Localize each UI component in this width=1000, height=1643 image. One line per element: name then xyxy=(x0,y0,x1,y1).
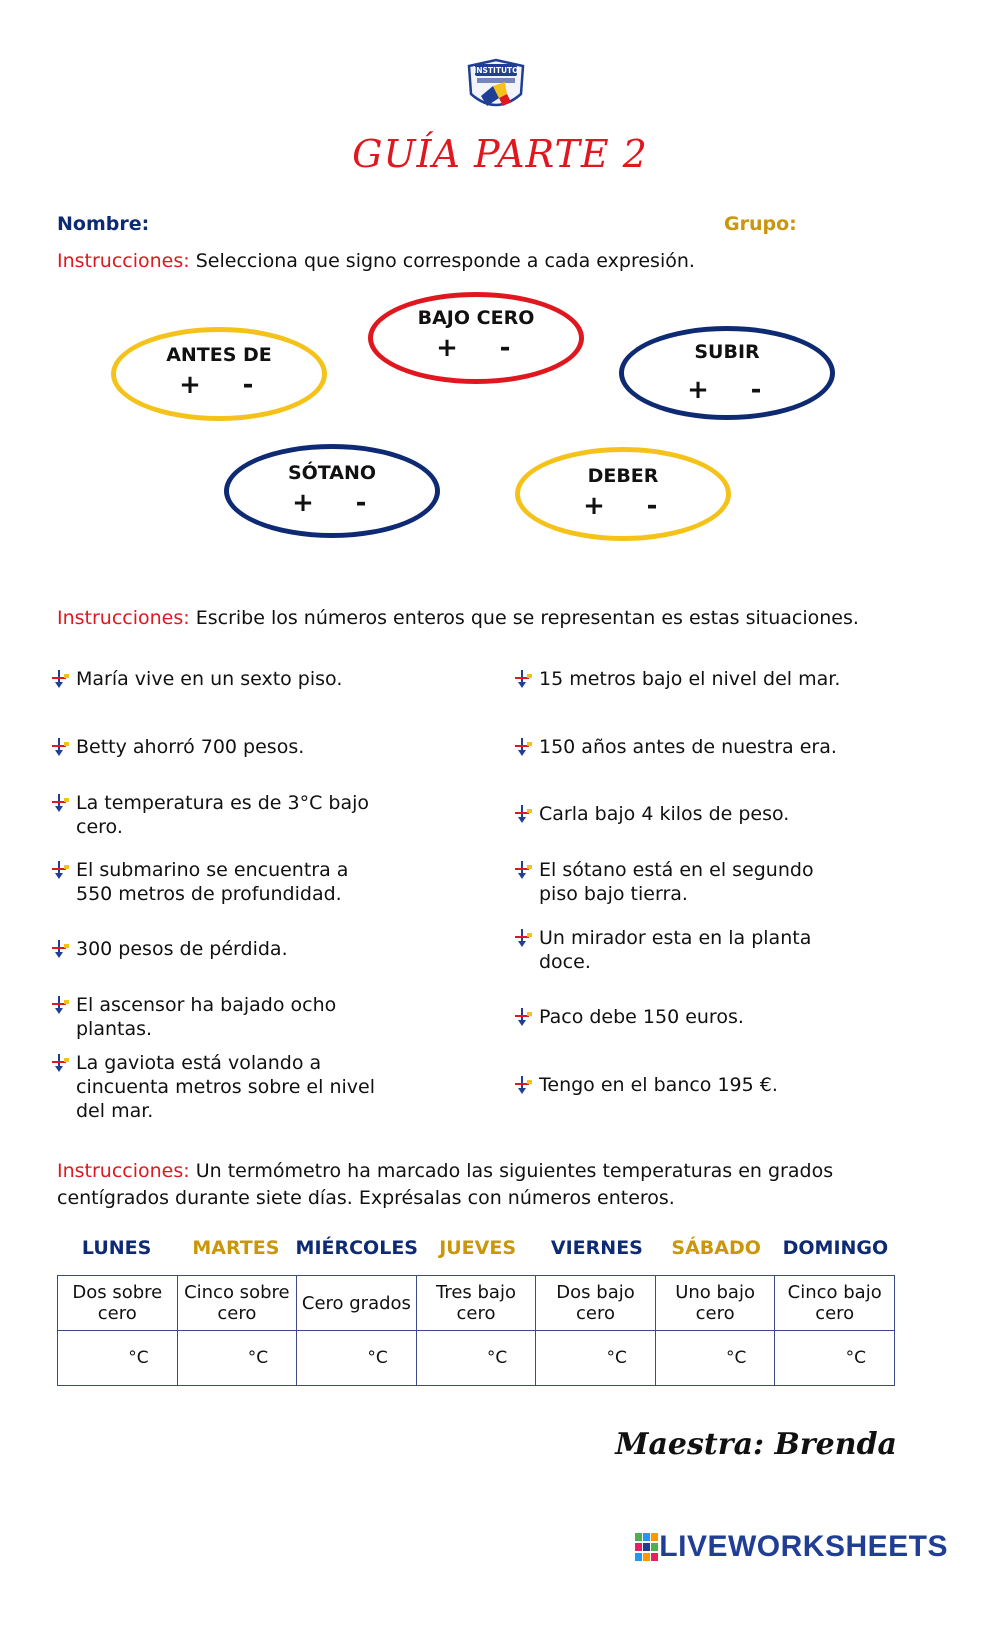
plus-option[interactable]: + xyxy=(292,488,314,518)
name-label: Nombre: xyxy=(57,213,150,235)
oval-sotano xyxy=(224,444,440,538)
temperature-answer-cell[interactable] xyxy=(297,1331,417,1386)
oval-word: SUBIR xyxy=(694,341,760,363)
oval-word: SÓTANO xyxy=(287,462,377,484)
degree-unit: °C xyxy=(606,1348,627,1368)
instructions-label: Instrucciones: xyxy=(57,1160,190,1182)
list-item: La temperatura es de 3°C bajo cero. xyxy=(50,791,370,839)
list-item: El submarino se encuentra a 550 metros de profundidad. xyxy=(50,858,390,906)
arrow-bullet-icon xyxy=(513,804,535,824)
arrow-bullet-icon xyxy=(50,860,72,880)
liveworksheets-logo-icon xyxy=(635,1533,659,1561)
arrow-bullet-icon xyxy=(50,995,72,1015)
list-item: Paco debe 150 euros. xyxy=(513,1005,873,1029)
arrow-bullet-icon xyxy=(513,669,535,689)
degree-unit: °C xyxy=(247,1348,269,1368)
oval-word: BAJO CERO xyxy=(417,307,535,329)
oval-subir xyxy=(619,326,835,420)
table-cell: Dos sobre cero xyxy=(58,1276,178,1331)
minus-option[interactable]: - xyxy=(499,333,511,363)
arrow-bullet-icon xyxy=(50,1053,72,1073)
minus-option[interactable]: - xyxy=(646,491,658,521)
list-item: Tengo en el banco 195 €. xyxy=(513,1073,873,1097)
arrow-bullet-icon xyxy=(50,939,72,959)
list-item: 150 años antes de nuestra era. xyxy=(513,735,873,759)
instructions-3 xyxy=(57,1158,857,1212)
institute-logo xyxy=(463,56,529,118)
oval-antes-de xyxy=(111,327,327,421)
brand-name: LIVEWORKSHEETS xyxy=(659,1530,948,1563)
list-item: Betty ahorró 700 pesos. xyxy=(50,735,370,759)
table-cell: Dos bajo cero xyxy=(536,1276,656,1331)
svg-text:INSTITUTO: INSTITUTO xyxy=(473,66,519,75)
table-cell: Uno bajo cero xyxy=(655,1276,775,1331)
table-row xyxy=(58,1331,895,1386)
arrow-bullet-icon xyxy=(513,860,535,880)
degree-unit: °C xyxy=(726,1348,747,1368)
day-name: VIERNES xyxy=(550,1237,643,1259)
instructions-text: Selecciona que signo corresponde a cada expresión. xyxy=(189,250,695,272)
temperature-answer-cell[interactable] xyxy=(775,1331,895,1386)
table-cell: Tres bajo cero xyxy=(416,1276,536,1331)
list-item: 15 metros bajo el nivel del mar. xyxy=(513,667,873,691)
oval-word: DEBER xyxy=(587,465,659,487)
instructions-label: Instrucciones: xyxy=(57,607,190,629)
degree-unit: °C xyxy=(367,1348,388,1368)
arrow-bullet-icon xyxy=(513,1075,535,1095)
arrow-bullet-icon xyxy=(513,1007,535,1027)
group-label: Grupo: xyxy=(724,213,797,235)
minus-option[interactable]: - xyxy=(242,370,254,400)
temperature-input[interactable] xyxy=(678,1348,726,1368)
instructions-text: Un termómetro ha marcado las siguientes temperaturas en grados centígrados durante siete días. Exprésalas con números enteros. xyxy=(57,1160,834,1209)
day-name: LUNES xyxy=(81,1237,152,1259)
name-input[interactable] xyxy=(140,210,660,236)
instructions-label: Instrucciones: xyxy=(57,250,190,272)
temperature-answer-cell[interactable] xyxy=(655,1331,775,1386)
list-item: La gaviota está volando a cincuenta metros sobre el nivel del mar. xyxy=(50,1051,380,1123)
list-item: María vive en un sexto piso. xyxy=(50,667,370,691)
temperature-input[interactable] xyxy=(439,1348,487,1368)
minus-option[interactable]: - xyxy=(750,375,762,405)
arrow-bullet-icon xyxy=(513,737,535,757)
arrow-bullet-icon xyxy=(50,793,72,813)
table-cell: Cinco bajo cero xyxy=(775,1276,895,1331)
degree-unit: °C xyxy=(845,1348,866,1368)
table-cell: Cero grados xyxy=(297,1276,417,1331)
degree-unit: °C xyxy=(128,1348,149,1368)
day-name: SÁBADO xyxy=(671,1237,761,1259)
table-cell: Cinco sobre cero xyxy=(177,1276,297,1331)
temperature-input[interactable] xyxy=(558,1348,606,1368)
temperature-input[interactable] xyxy=(798,1348,846,1368)
list-item: Carla bajo 4 kilos de peso. xyxy=(513,802,873,826)
list-item: El sótano está en el segundo piso bajo tierra. xyxy=(513,858,853,906)
list-item: 300 pesos de pérdida. xyxy=(50,937,370,961)
list-item: El ascensor ha bajado ocho plantas. xyxy=(50,993,370,1041)
day-name: MIÉRCOLES xyxy=(295,1237,418,1259)
oval-word: ANTES DE xyxy=(166,344,272,366)
group-input[interactable] xyxy=(795,210,905,236)
temperature-answer-cell[interactable] xyxy=(536,1331,656,1386)
page-title: GUÍA PARTE 2 xyxy=(352,132,648,176)
temperature-input[interactable] xyxy=(200,1348,248,1368)
oval-bajo-cero xyxy=(368,292,584,384)
teacher-signature: Maestra: Brenda xyxy=(615,1427,897,1462)
plus-option[interactable]: + xyxy=(179,370,201,400)
instructions-2 xyxy=(57,605,859,632)
plus-option[interactable]: + xyxy=(687,375,709,405)
arrow-bullet-icon xyxy=(513,928,535,948)
temperature-answer-cell[interactable] xyxy=(58,1331,178,1386)
plus-option[interactable]: + xyxy=(436,333,458,363)
day-name: MARTES xyxy=(192,1237,280,1259)
day-name: DOMINGO xyxy=(782,1237,889,1259)
instructions-1 xyxy=(57,248,695,275)
instructions-text: Escribe los números enteros que se representan es estas situaciones. xyxy=(189,607,859,629)
temperature-input[interactable] xyxy=(319,1348,367,1368)
days-header xyxy=(57,1237,895,1259)
arrow-bullet-icon xyxy=(50,737,72,757)
day-name: JUEVES xyxy=(439,1237,517,1259)
temperature-answer-cell[interactable] xyxy=(416,1331,536,1386)
temperature-table xyxy=(57,1275,895,1386)
temperature-input[interactable] xyxy=(80,1348,128,1368)
plus-option[interactable]: + xyxy=(583,491,605,521)
liveworksheets-brand xyxy=(635,1530,948,1564)
degree-unit: °C xyxy=(486,1348,508,1368)
list-item: Un mirador esta en la planta doce. xyxy=(513,926,813,974)
minus-option[interactable]: - xyxy=(355,488,367,518)
oval-deber xyxy=(515,447,731,541)
table-row xyxy=(58,1276,895,1331)
temperature-answer-cell[interactable] xyxy=(177,1331,297,1386)
arrow-bullet-icon xyxy=(50,669,72,689)
